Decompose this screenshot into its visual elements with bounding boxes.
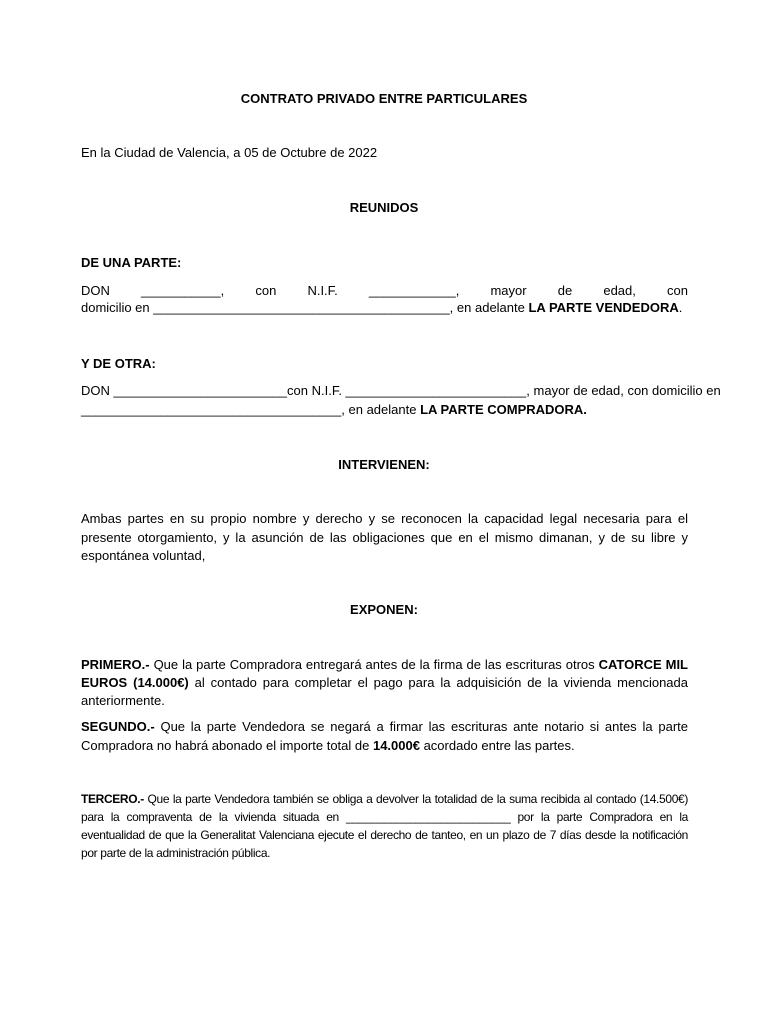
- intervienen-heading: INTERVIENEN:: [338, 457, 430, 472]
- primero-line3: anteriormente.: [81, 693, 165, 708]
- exponen-heading: EXPONEN:: [350, 602, 418, 617]
- parte2-line2: ____________________________________, en adelante LA PARTE COMPRADORA.: [81, 402, 587, 417]
- reunidos-heading: REUNIDOS: [349, 200, 419, 215]
- segundo-line2: Compradora no habrá abonado el importe total de 14.000€ acordado entre las partes.: [81, 738, 575, 753]
- intervienen-line2: presente otorgamiento, y la asunción de las obligaciones que en el mismo dimanan, y de su libre y: [81, 530, 688, 545]
- intervienen-line3: espontánea voluntad,: [81, 548, 206, 563]
- parte1-heading: DE UNA PARTE:: [81, 255, 182, 270]
- parte1-line1: DON ___________, con N.I.F. ____________, mayor de edad, con: [81, 283, 688, 298]
- parte2-heading: Y DE OTRA:: [81, 356, 156, 371]
- tercero-line3: eventualidad de que la Generalitat Valenciana ejecute el derecho de tanteo, en un plazo de 7 días desde la notificación: [81, 828, 688, 842]
- place-date: En la Ciudad de Valencia, a 05 de Octubre de 2022: [81, 145, 378, 160]
- primero-line2: EUROS (14.000€) al contado para completar el pago para la adquisición de la vivienda mencionada: [81, 675, 688, 690]
- parte2-line1: DON ________________________con N.I.F. _________________________, mayor de edad, con domicilio en: [81, 383, 721, 398]
- document-title: CONTRATO PRIVADO ENTRE PARTICULARES: [240, 91, 528, 106]
- tercero-line2: para la compraventa de la vivienda situada en __________________________ por la parte Compradora en la: [81, 810, 688, 824]
- primero-line1: PRIMERO.- Que la parte Compradora entregará antes de la firma de las escrituras otros CATORCE MIL: [81, 657, 688, 672]
- tercero-line1: TERCERO.- Que la parte Vendedora también se obliga a devolver la totalidad de la suma recibida al contado (14.500€): [81, 792, 688, 806]
- intervienen-line1: Ambas partes en su propio nombre y derecho y se reconocen la capacidad legal necesaria para el: [81, 511, 688, 526]
- tercero-line4: por parte de la administración pública.: [81, 846, 271, 860]
- parte1-line2: domicilio en _________________________________________, en adelante LA PARTE VENDEDORA.: [81, 300, 683, 315]
- segundo-line1: SEGUNDO.- Que la parte Vendedora se negará a firmar las escrituras ante notario si antes la parte: [81, 719, 688, 734]
